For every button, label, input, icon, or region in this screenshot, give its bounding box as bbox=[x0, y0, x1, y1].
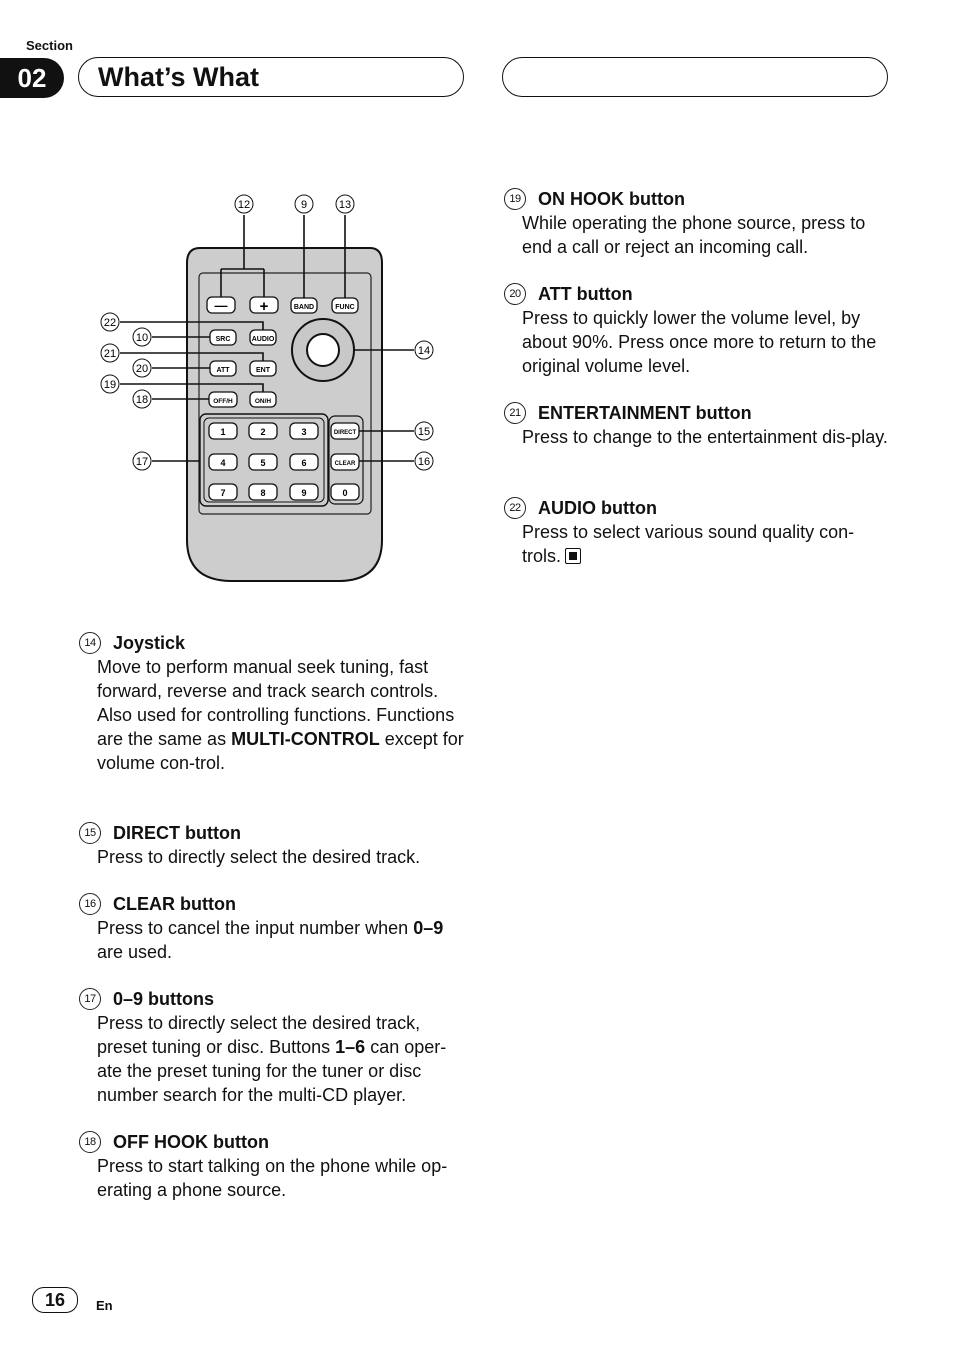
entry-number: 18 bbox=[79, 1131, 101, 1153]
entry-number: 19 bbox=[504, 188, 526, 210]
callout-22: 22 bbox=[103, 317, 117, 329]
entry-number: 14 bbox=[79, 632, 101, 654]
entry-number: 16 bbox=[79, 893, 101, 915]
key-6-label: 6 bbox=[301, 458, 307, 468]
entry-title: DIRECT button bbox=[113, 823, 241, 843]
entry-title: Joystick bbox=[113, 633, 186, 653]
off-hook-label: OFF/H bbox=[213, 398, 233, 405]
entry-on-hook-button bbox=[509, 187, 892, 259]
key-2-label: 2 bbox=[260, 427, 266, 437]
on-hook-label: ON/H bbox=[254, 398, 272, 405]
callout-13: 13 bbox=[338, 199, 352, 211]
entry-title: ON HOOK button bbox=[538, 189, 685, 209]
entry-body: Press to quickly lower the volume level, by about 90%. Press once more to return to the original volume level. bbox=[522, 308, 877, 376]
entry-0-9-buttons bbox=[84, 987, 467, 1107]
key-0-label: 0 bbox=[342, 488, 348, 498]
entry-body: While operating the phone source, press to end a call or reject an incoming call. bbox=[522, 213, 866, 257]
page-number: 16 bbox=[32, 1287, 78, 1313]
callout-15: 15 bbox=[417, 426, 431, 438]
key-4-label: 4 bbox=[220, 458, 226, 468]
joystick-knob bbox=[307, 334, 339, 366]
func-label: FUNC bbox=[335, 304, 355, 311]
callout-16: 16 bbox=[417, 456, 431, 468]
page-title: What’s What bbox=[98, 62, 259, 92]
entry-body: Press to select various sound quality con-trols. bbox=[522, 522, 855, 566]
callout-10: 10 bbox=[135, 332, 149, 344]
entry-clear-button bbox=[84, 892, 467, 964]
key-8-label: 8 bbox=[260, 488, 266, 498]
remote-control-diagram bbox=[90, 185, 450, 590]
direct-label: DIRECT bbox=[333, 430, 357, 436]
band-label: BAND bbox=[293, 304, 315, 311]
end-mark-icon bbox=[565, 548, 581, 564]
entry-audio-button bbox=[509, 496, 892, 568]
entry-number: 15 bbox=[79, 822, 101, 844]
section-label: Section bbox=[26, 38, 73, 53]
att-label: ATT bbox=[216, 367, 230, 374]
entry-number: 21 bbox=[504, 402, 526, 424]
entry-entertainment-button bbox=[509, 401, 892, 449]
callout-20: 20 bbox=[135, 363, 149, 375]
entry-number: 17 bbox=[79, 988, 101, 1010]
entry-body: Press to start talking on the phone while op-erating a phone source. bbox=[97, 1156, 448, 1200]
entry-body: Press to directly select the desired track. bbox=[97, 847, 421, 867]
entry-title: ATT button bbox=[538, 284, 633, 304]
callout-21: 21 bbox=[103, 348, 117, 360]
src-label: SRC bbox=[215, 336, 231, 343]
entry-body: Move to perform manual seek tuning, fast forward, reverse and track search controls. Also used for controlling functions. Functions are the same as MULTI-CONTROL except for volume con-trol. bbox=[97, 657, 464, 773]
plus-label: + bbox=[259, 298, 269, 315]
entry-body: Press to directly select the desired track, preset tuning or disc. Buttons 1–6 can oper-ate the preset tuning for the tuner or disc number search for the multi-CD player. bbox=[97, 1013, 447, 1105]
callout-12: 12 bbox=[237, 199, 251, 211]
entry-title: OFF HOOK button bbox=[113, 1132, 269, 1152]
entry-att-button bbox=[509, 282, 892, 378]
entry-number: 20 bbox=[504, 283, 526, 305]
section-number-badge: 02 bbox=[0, 58, 64, 98]
key-5-label: 5 bbox=[260, 458, 266, 468]
right-header-frame bbox=[502, 57, 888, 97]
language-label: En bbox=[96, 1298, 113, 1313]
clear-label: CLEAR bbox=[334, 461, 356, 467]
entry-body: Press to cancel the input number when 0–9 are used. bbox=[97, 918, 444, 962]
entry-direct-button bbox=[84, 821, 467, 869]
entry-number: 22 bbox=[504, 497, 526, 519]
entry-title: CLEAR button bbox=[113, 894, 236, 914]
entry-joystick bbox=[84, 631, 467, 775]
ent-label: ENT bbox=[256, 367, 270, 374]
callout-9: 9 bbox=[300, 199, 308, 211]
minus-label: — bbox=[214, 298, 228, 313]
key-1-label: 1 bbox=[220, 427, 226, 437]
key-7-label: 7 bbox=[220, 488, 226, 498]
entry-title: AUDIO button bbox=[538, 498, 657, 518]
callout-17: 17 bbox=[135, 456, 149, 468]
callout-18: 18 bbox=[135, 394, 149, 406]
callout-14: 14 bbox=[417, 345, 431, 357]
entry-title: ENTERTAINMENT button bbox=[538, 403, 752, 423]
key-9-label: 9 bbox=[301, 488, 307, 498]
audio-label: AUDIO bbox=[251, 336, 275, 343]
callout-19: 19 bbox=[103, 379, 117, 391]
entry-body: Press to change to the entertainment dis-play. bbox=[522, 427, 888, 447]
entry-off-hook-button bbox=[84, 1130, 467, 1202]
key-3-label: 3 bbox=[301, 427, 307, 437]
entry-title: 0–9 buttons bbox=[113, 989, 215, 1009]
